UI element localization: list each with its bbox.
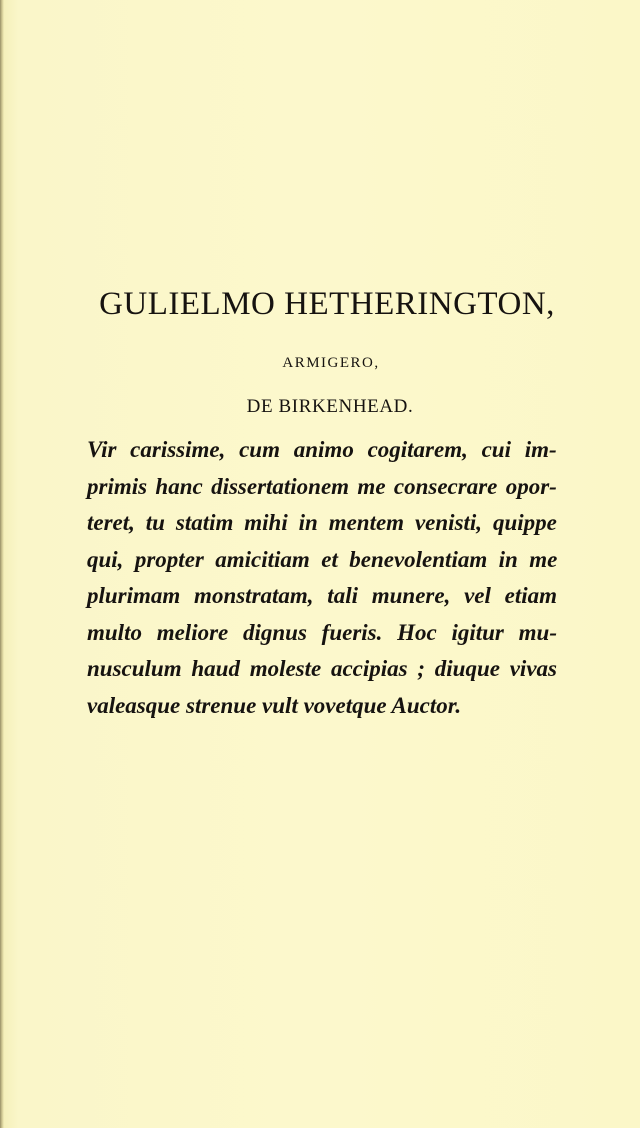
dedication-line: valeasque strenue vult vovetque Auctor. <box>87 692 462 718</box>
page-edge-shadow <box>0 0 4 1128</box>
dedication-line: teret, tu statim mihi in mentem venisti, quippe <box>87 510 557 535</box>
dedicatee-rank: ARMIGERO, <box>282 355 380 371</box>
dedication-line: Vir carissime, cum animo cogitarem, cui im- <box>87 437 557 462</box>
dedicatee-name: GULIELMO HETHERINGTON, <box>99 286 555 322</box>
dedication-line: qui, propter amicitiam et benevolentiam in me <box>87 546 558 572</box>
dedication-line: plurimam monstratam, tali munere, vel etiam <box>87 583 558 608</box>
dedication-line: multo meliore dignus fueris. Hoc igitur mu- <box>87 619 557 645</box>
dedicatee-place: DE BIRKENHEAD. <box>246 396 414 417</box>
dedication-line: nusculum haud moleste accipias ; diuque vivas <box>87 656 557 681</box>
dedication-text <box>87 432 557 724</box>
dedication-line: primis hanc dissertationem me consecrare opor- <box>87 473 557 499</box>
